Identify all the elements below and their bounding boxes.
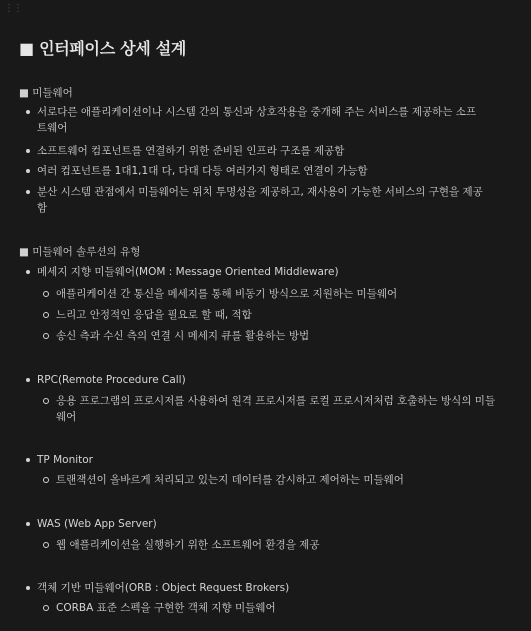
page-title: ■ 인터페이스 상세 설계 bbox=[19, 39, 187, 58]
type-detail: CORBA 표준 스펙을 구현한 객체 지향 미들웨어 bbox=[56, 600, 496, 616]
type-item-mom: 메세지 지향 미들웨어(MOM : Message Oriented Middleware) bbox=[37, 264, 497, 280]
type-item-was: WAS (Web App Server) bbox=[37, 516, 497, 532]
list-item: 여러 컴포넌트를 1대1,1대 다, 다대 다등 여러가지 형태로 연결이 가능함 bbox=[37, 163, 485, 179]
type-detail: 트랜잭션이 올바르게 처리되고 있는지 데이터를 감시하고 제어하는 미들웨어 bbox=[56, 472, 496, 488]
list-item: 소프트웨어 컴포넌트를 연결하기 위한 준비된 인프라 구조를 제공함 bbox=[37, 143, 485, 159]
type-item-orb: 객체 기반 미들웨어(ORB : Object Request Brokers) bbox=[37, 580, 497, 596]
list-item: 분산 시스템 관점에서 미들웨어는 위치 투명성을 제공하고, 재사용이 가능한 서비스의 구현을 제공함 bbox=[37, 184, 485, 216]
type-detail: 응용 프로그램의 프로시저를 사용하여 원격 프로시저를 로컬 프로시저처럼 호출하는 방식의 미들웨어 bbox=[56, 395, 496, 423]
type-item-tp-monitor: TP Monitor bbox=[37, 452, 497, 468]
drag-handle-icon[interactable]: ⋮⋮ bbox=[4, 3, 22, 14]
section-heading-middleware: ■ 미들웨어 bbox=[19, 87, 73, 99]
type-detail: 애플리케이션 간 통신을 메세지를 통해 비동기 방식으로 지원하는 미들웨어 bbox=[56, 286, 496, 302]
type-detail: 웹 애플리케이션을 실행하기 위한 소프트웨어 환경을 제공 bbox=[56, 537, 496, 553]
list-item: 서로다른 애플리케이션이나 시스템 간의 통신과 상호작용을 중개해 주는 서비스를 제공하는 소프트웨어 bbox=[37, 104, 485, 136]
type-item-rpc: RPC(Remote Procedure Call) bbox=[37, 372, 497, 388]
type-detail: 송신 측과 수신 측의 연결 시 메세지 큐를 활용하는 방법 bbox=[56, 328, 496, 344]
type-detail: 느리고 안정적인 응답을 필요로 할 때, 적합 bbox=[56, 307, 496, 323]
section-heading-middleware-types: ■ 미들웨어 솔루션의 유형 bbox=[19, 246, 141, 258]
